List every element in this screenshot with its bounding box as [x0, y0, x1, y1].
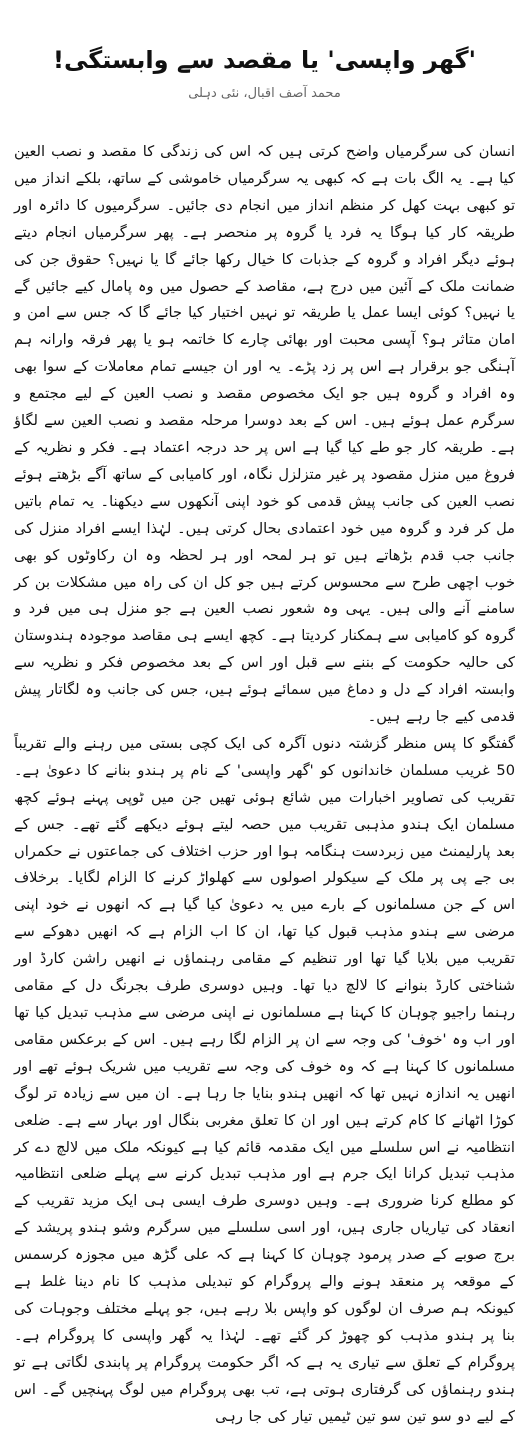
article-title: 'گھر واپسی' یا مقصد سے وابستگی! — [53, 46, 476, 74]
article-body — [14, 139, 515, 1431]
author-byline: محمد آصف اقبال، نئی دہلی — [188, 86, 341, 101]
body-paragraph-2: گفتگو کا پس منظر گزشتہ دنوں آگرہ کی ایک کچی بستی میں رہنے والے تقریباً 50 غریب مسلمان خاندانوں کو 'گھر واپسی' کے نام پر ہندو بنانے کا دعویٰ ہے۔ تقریب کی تصاویر اخبارات میں شائع ہوئی تھیں جن میں ٹوپی پہنے ہوئے کچھ مسلمان ایک ہندو مذہبی تقریب میں حصہ لیتے ہوئے دیکھے گئے تھے۔ جس کے بعد پارلیمنٹ میں زبردست ہنگامہ ہوا اور حزب اختلاف کی جماعتوں نے حکمراں بی جے پی پر ملک کے سیکولر اصولوں سے کھلواڑ کرنے کا الزام لگایا۔ برخلاف اس کے جن مسلمانوں کے بارے میں یہ دعویٰ کیا گیا ہے کہ انھوں نے خود اپنی مرضی سے ہندو مذہب قبول کیا تھا، ان کا اب الزام ہے کہ انھیں دھوکے سے تقریب میں بلایا گیا تھا اور تنظیم کے مقامی رہنماؤں نے انھیں راشن کارڈ اور شناختی کارڈ بنوانے کا لالچ دیا تھا۔ وہیں دوسری طرف بجرنگ دل کے مقامی رہنما راجیو چوہان کا کہنا ہے مسلمانوں نے اپنی مرضی سے مذہب تبدیل کیا تھا اور اب وہ 'خوف' کی وجہ سے ان پر الزام لگا رہے ہیں۔ اس کے برعکس مقامی مسلمانوں کا کہنا ہے کہ وہ خوف کی وجہ سے تقریب میں شریک ہوئے تھے اور انھیں یہ اندازہ نہیں تھا کہ انھیں ہندو بنایا جا رہا ہے۔ ان میں سے زیادہ تر لوگ کوڑا اٹھانے کا کام کرتے ہیں اور ان کا تعلق مغربی بنگال اور بہار سے ہے۔ ضلعی انتظامیہ نے اس سلسلے میں ایک مقدمہ قائم کیا ہے کیونکہ ملک میں لالچ دے کر مذہب تبدیل کرانا ایک جرم ہے اور مذہب تبدیل کرنے سے پہلے ضلعی انتظامیہ کو مطلع کرنا ضروری ہے۔ وہیں دوسری طرف ایسی ہی ایک مزید تقریب کے انعقاد کی تیاریاں جاری ہیں، اور اسی سلسلے میں سرگرم وشو ہندو پریشد کے برج صوبے کے صدر پرمود چوہان کا کہنا ہے کہ علی گڑھ میں مجوزہ کرسمس کے موقعہ پر منعقد ہونے والے پروگرام کو تبدیلی مذہب کا نام دینا غلط ہے کیونکہ ہم صرف ان لوگوں کو واپس بلا رہے ہیں، جو پہلے مختلف وجوہات کی بنا پر ہندو مذہب کو چھوڑ کر گئے تھے۔ لہٰذا یہ گھر واپسی کا پروگرام ہے۔ پروگرام کے تعلق سے تیاری یہ ہے کہ اگر حکومت پروگرام پر پابندی لگاتی ہے تو ہندو رہنماؤں کی گرفتاری ہوتی ہے، تب بھی پروگرام میں لوگ پہنچیں گے۔ اس کے لیے دو سو تین سو تین ٹیمیں تیار کی جا رہی — [14, 734, 515, 1425]
body-paragraph-1: انسان کی سرگرمیاں واضح کرتی ہیں کہ اس کی زندگی کا مقصد و نصب العین کیا ہے۔ یہ الگ بات ہے کہ کبھی یہ سرگرمیاں خاموشی کے ساتھ، بلکے انداز میں تو کبھی بہت کھل کر منظم انداز میں انجام دی جائیں۔ سرگرمیوں کا دائرہ اور طریقہ کار کیا ہوگا یہ فرد یا گروہ پر منحصر ہے۔ پھر سرگرمیاں انجام دیتے ہوئے دیگر افراد و گروہ کے جذبات کا خیال رکھا جائے گا یا نہیں؟ حقوق جن کی ضمانت ملک کے آئین میں درج ہے، مقاصد کے حصول میں وہ پامال کیے جائیں گے یا نہیں؟ کوئی ایسا عمل یا طریقہ تو نہیں اختیار کیا جائے گا کہ جس سے امن و امان متاثر ہو؟ آپسی محبت اور بھائی چارے کا خاتمہ ہو یا پھر فرقہ وارانہ ہم آہنگی جو برقرار ہے اس پر زد پڑے۔ یہ اور ان جیسے تمام معاملات کے سوا بھی وہ افراد و گروہ ہیں جو ایک مخصوص مقصد و نصب العین کے لیے مجتمع و سرگرم عمل ہوئے ہیں۔ اس کے بعد دوسرا مرحلہ مقصد و نصب العین سے لگاؤ ہے۔ طریقہ کار جو طے کیا گیا ہے اس پر حد درجہ اعتماد ہے۔ فکر و نظریہ کے فروغ میں منزل مقصود پر غیر متزلزل نگاہ، اور کامیابی کے ساتھ آگے بڑھتے ہوئے نصب العین کی جانب پیش قدمی کو خود اپنی آنکھوں سے دیکھنا۔ یہ تمام باتیں مل کر فرد و گروہ میں خود اعتمادی بحال کرتی ہیں۔ لہٰذا ایسے افراد منزل کی جانب جب قدم بڑھاتے ہیں تو ہر لمحہ اور ہر لحظہ وہ ان رکاوٹوں کو بھی خوب اچھی طرح سے محسوس کرتے ہیں جو کل ان کی راہ میں مشکلات بن کر سامنے آنے والی ہیں۔ یہی وہ شعور نصب العین ہے جو منزل ہی میں فرد و گروہ کو کامیابی سے ہمکنار کردیتا ہے۔ کچھ ایسے ہی مقاصد موجودہ ہندوستان کی حالیہ حکومت کے بننے سے قبل اور اس کے بعد مخصوص فکر و نظریہ سے وابستہ افراد کے دل و دماغ میں سمائے ہوئے ہیں، جس کی جانب وہ لگاتار پیش قدمی کیے جا رہے ہیں۔ — [14, 143, 515, 726]
